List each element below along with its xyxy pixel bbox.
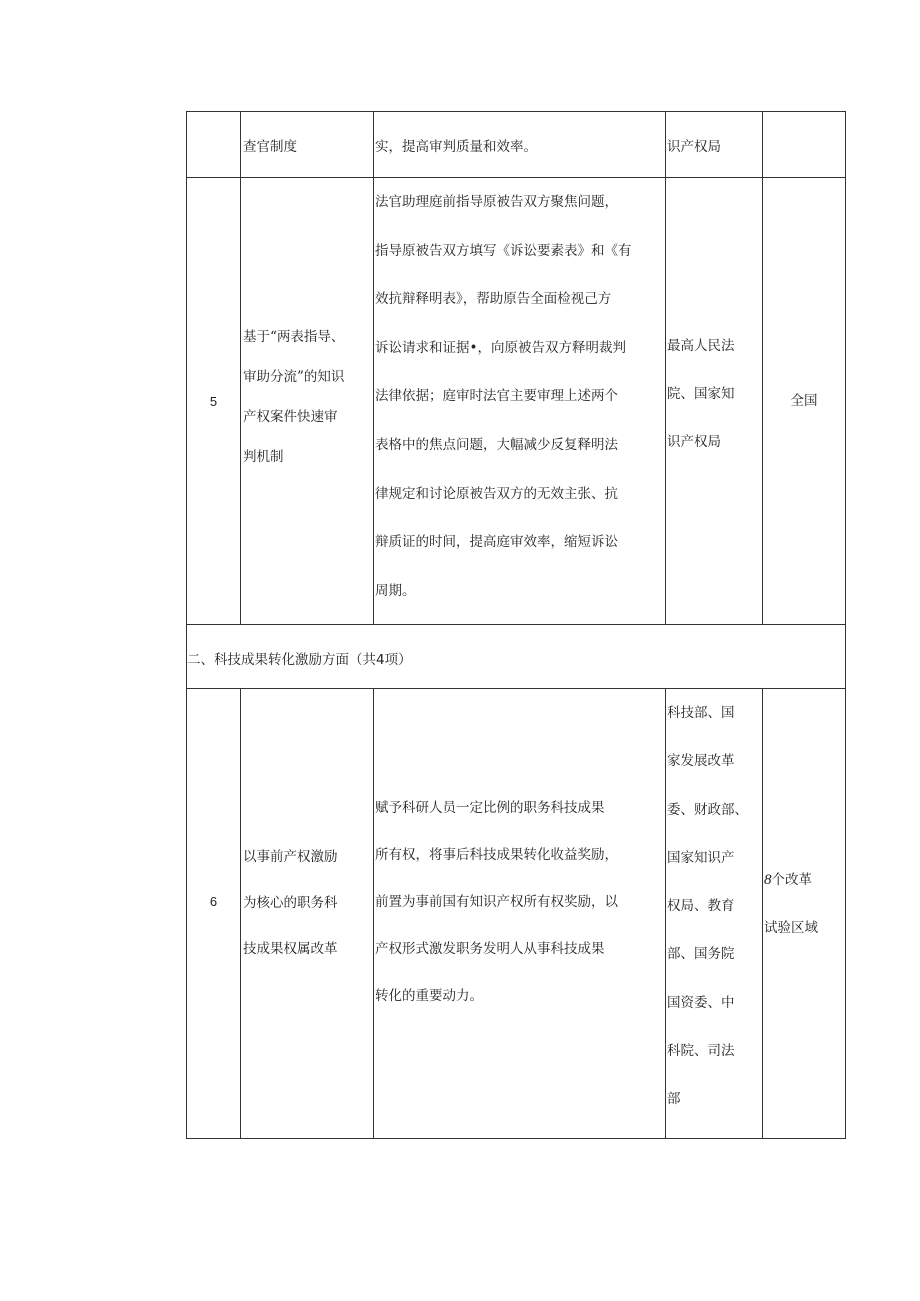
row6-dept-line: 部: [667, 1091, 681, 1108]
row5-region-cell: [763, 178, 845, 624]
row6-region-cell: [763, 689, 845, 1138]
row5-desc-line: 指导原被告双方填写《诉讼要素表》和《有: [375, 242, 632, 259]
row6-region-text: 个改革: [771, 871, 812, 888]
row6-name-line: 以事前产权激励: [243, 848, 338, 865]
row6-desc-line: 转化的重要动力。: [375, 988, 483, 1004]
cont-name: 查官制度: [243, 138, 297, 155]
row5-name-line: 基于“两表指导、: [243, 329, 345, 345]
row6-dept-line: 科技部、国: [667, 705, 735, 721]
row6-desc-line: 前置为事前国有知识产权所有权奖励，以: [375, 894, 618, 910]
row5-dept-line: 识产权局: [667, 434, 721, 450]
row6-dept-line: 权局、教育: [667, 898, 735, 915]
row5-name-line: 审助分流”的知识: [243, 369, 345, 385]
row6-name-cell: [241, 689, 373, 1138]
row5-number-cell: [187, 178, 240, 624]
row5-name-line: 产权案件快速审: [243, 409, 338, 425]
row6-region-number: 8: [764, 871, 772, 888]
row5-dept-line: 院、国家知: [667, 386, 735, 402]
section-heading-2: [187, 625, 845, 688]
reform-table: [186, 111, 846, 1139]
row5-desc-line: 周期。: [375, 582, 416, 599]
row6-dept-cell: [666, 689, 762, 1138]
row6-dept-line: 国资委、中: [667, 994, 735, 1011]
row5-region: 全国: [790, 393, 818, 409]
row5-desc-cell: [374, 178, 665, 624]
row6-dept-line: 科院、司法: [667, 1043, 735, 1060]
row5-desc-line: 辩质证的时间，提高庭审效率，缩短诉讼: [375, 534, 618, 551]
row5-dept-line: 最高人民法: [667, 338, 735, 354]
row5-desc-line: 律规定和讨论原被告双方的无效主张、抗: [375, 485, 618, 502]
row5-desc-line: 表格中的焦点问题，大幅减少反复释明法: [375, 436, 618, 453]
row6-number-cell: [187, 689, 240, 1138]
table-border-bottom: [186, 1138, 846, 1139]
cont-dept: 识产权局: [667, 138, 721, 155]
cont-desc-cell: [374, 112, 665, 177]
row6-desc-cell: [374, 689, 665, 1138]
row6-dept-line: 部、国务院: [667, 946, 735, 963]
row5-name-cell: [241, 178, 373, 624]
table-border-right: [845, 111, 846, 1139]
row5-desc-line: 法律依据；庭审时法官主要审理上述两个: [375, 388, 618, 405]
row5-desc-line: 效抗辩释明表》，帮助原告全面检视己方: [375, 291, 612, 308]
row6-desc-line: 产权形式激发职务发明人从事科技成果: [375, 941, 605, 957]
row6-dept-line: 家发展改革: [667, 753, 735, 770]
row5-desc-line: 诉讼请求和证据•，向原被告双方释明裁判: [375, 339, 626, 356]
row6-desc-line: 所有权，将事后科技成果转化收益奖励，: [375, 847, 618, 863]
row6-dept-line: 国家知识产: [667, 849, 735, 866]
row6-name-line: 技成果权属改革: [243, 940, 338, 957]
cont-name-cell: [241, 112, 373, 177]
section-heading-text: 二、科技成果转化激励方面（共4项）: [187, 651, 412, 668]
row6-dept-line: 委、财政部、: [667, 801, 748, 818]
row6-name-line: 为核心的职务科: [243, 894, 338, 911]
row5-desc-line: 法官助理庭前指导原被告双方聚焦问题，: [375, 194, 618, 210]
row5-dept-cell: [666, 178, 762, 624]
cont-desc: 实，提高审判质量和效率。: [375, 138, 537, 155]
row6-number: 6: [209, 894, 218, 909]
row5-name-line: 判机制: [243, 449, 284, 465]
row6-region-line-1: [764, 856, 818, 904]
row5-number: 5: [209, 393, 218, 409]
cont-dept-cell: [666, 112, 762, 177]
row6-region-line-2: 试验区域: [764, 919, 818, 936]
row6-desc-line: 赋予科研人员一定比例的职务科技成果: [375, 800, 605, 816]
